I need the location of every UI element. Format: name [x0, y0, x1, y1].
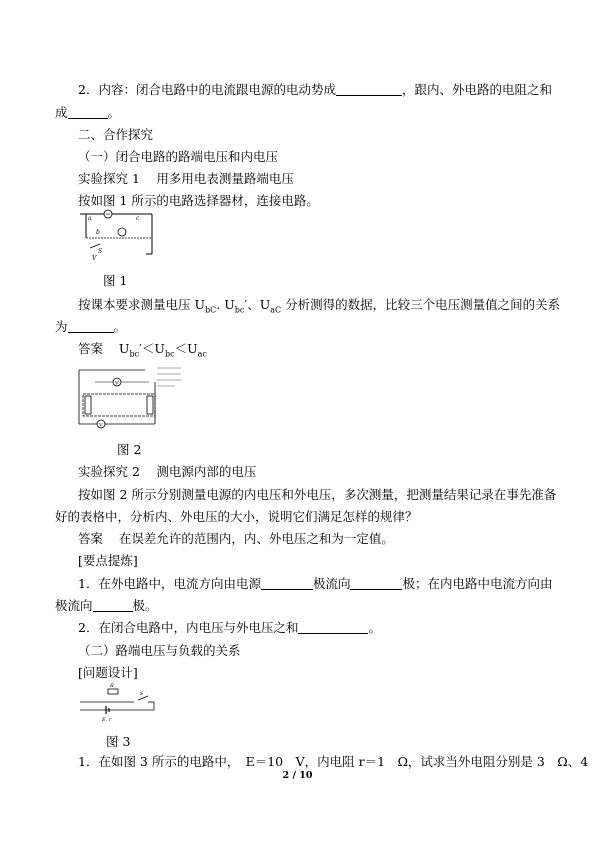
- experiment-2-title: 实验探究 2 测电源内部的电压: [78, 464, 257, 479]
- answer-label: 答案: [78, 531, 104, 546]
- text: ′、U: [244, 297, 271, 312]
- text: 按课本要求测量电压 U: [78, 297, 206, 312]
- blank: [68, 320, 114, 333]
- blank: [93, 599, 133, 612]
- blank: [298, 621, 368, 634]
- text: 在误差允许的范围内，内、外电压之和为一定值。: [118, 531, 394, 546]
- figure-3-caption: 图 3: [106, 734, 131, 749]
- experiment-title: 实验探究 1 用多用电表测量路端电压: [78, 171, 294, 186]
- figure-3-circuit: [78, 682, 158, 722]
- fig1-label-b: b: [96, 229, 100, 236]
- key-point-1: [78, 576, 553, 592]
- blank: [68, 106, 108, 119]
- figure-2-circuit: [75, 358, 185, 434]
- fig3-label-s: S: [140, 691, 144, 697]
- text: ′＜U: [139, 341, 165, 356]
- fig1-label-v: V: [92, 255, 97, 262]
- subscript: ac: [197, 349, 207, 359]
- subscript: bc: [164, 349, 175, 359]
- fig2-voltmeter-1: V: [115, 380, 119, 387]
- key-point-1-cont: [55, 598, 158, 614]
- figure-1-caption: 图 1: [103, 273, 128, 288]
- measure-line: [78, 297, 560, 319]
- fig1-label-s: S: [98, 248, 103, 255]
- content-line: [78, 82, 552, 98]
- text: 。: [368, 620, 381, 635]
- text: 2．内容：闭合电路中的电流跟电源的电动势成: [78, 82, 336, 97]
- text: 为: [55, 319, 68, 334]
- text: 1．在外电路中，电流方向由电源: [78, 576, 261, 591]
- text: U: [118, 341, 130, 356]
- blank: [261, 577, 313, 590]
- fig3-label-er: E, r: [102, 717, 112, 722]
- fig2-voltmeter-2: V: [99, 422, 103, 429]
- fig1-label-a: a: [88, 215, 92, 222]
- figure-1-circuit: [78, 208, 158, 266]
- text: 。: [113, 319, 127, 334]
- question-1: 1．在如图 3 所示的电路中， E＝10 V，内电阻 r＝1 Ω，试求当外电阻分别是 3 Ω、4: [78, 754, 589, 769]
- answer-2: [78, 531, 394, 547]
- text: ，跟内、外电路的电阻之和: [401, 82, 552, 97]
- blank: [336, 83, 402, 96]
- figure-2-caption: 图 2: [117, 442, 142, 457]
- text: 极流向: [312, 576, 351, 591]
- text: 极流向: [55, 598, 93, 613]
- section-heading: 二、合作探究: [78, 127, 154, 142]
- page-number: 2 / 10: [282, 770, 313, 781]
- text: 极；在内电路中电流方向由: [402, 576, 553, 591]
- key-points-heading: [要点提炼]: [78, 553, 138, 568]
- text: 2．在闭合电路中，内电压与外电压之和: [78, 620, 299, 635]
- fig1-label-c: c: [136, 215, 140, 222]
- subsection-2-heading: （二）路端电压与负载的关系: [78, 643, 241, 658]
- subsection-heading: （一）闭合电路的路端电压和内电压: [78, 149, 279, 164]
- text: 。: [107, 105, 121, 120]
- experiment-2-desc-2: 好的表格中，分析内、外电压的大小，说明它们满足怎样的规律？: [55, 509, 418, 524]
- text: ＜U: [174, 341, 198, 356]
- text: . U: [216, 297, 235, 312]
- text: 成: [55, 105, 68, 120]
- answer-label: 答案: [78, 341, 104, 356]
- subscript: aC: [270, 305, 282, 315]
- problem-design-heading: [问题设计]: [78, 665, 138, 680]
- content-line-cont: [55, 105, 120, 121]
- subscript: bc: [234, 305, 245, 315]
- measure-line-cont: [55, 319, 126, 335]
- subscript: bc: [129, 349, 140, 359]
- text: 极。: [132, 598, 158, 613]
- blank: [350, 577, 402, 590]
- experiment-desc: 按如图 1 所示的电路选择器材，连接电路。: [78, 193, 319, 208]
- subscript: bC: [205, 305, 217, 315]
- experiment-2-desc-1: 按如图 2 所示分别测量电源的内电压和外电压，多次测量，把测量结果记录在事先准备: [78, 487, 557, 502]
- key-point-2: [78, 620, 381, 636]
- fig3-label-r: R: [110, 683, 114, 689]
- text: 分析测得的数据，比较三个电压测量值之间的关系: [281, 297, 561, 312]
